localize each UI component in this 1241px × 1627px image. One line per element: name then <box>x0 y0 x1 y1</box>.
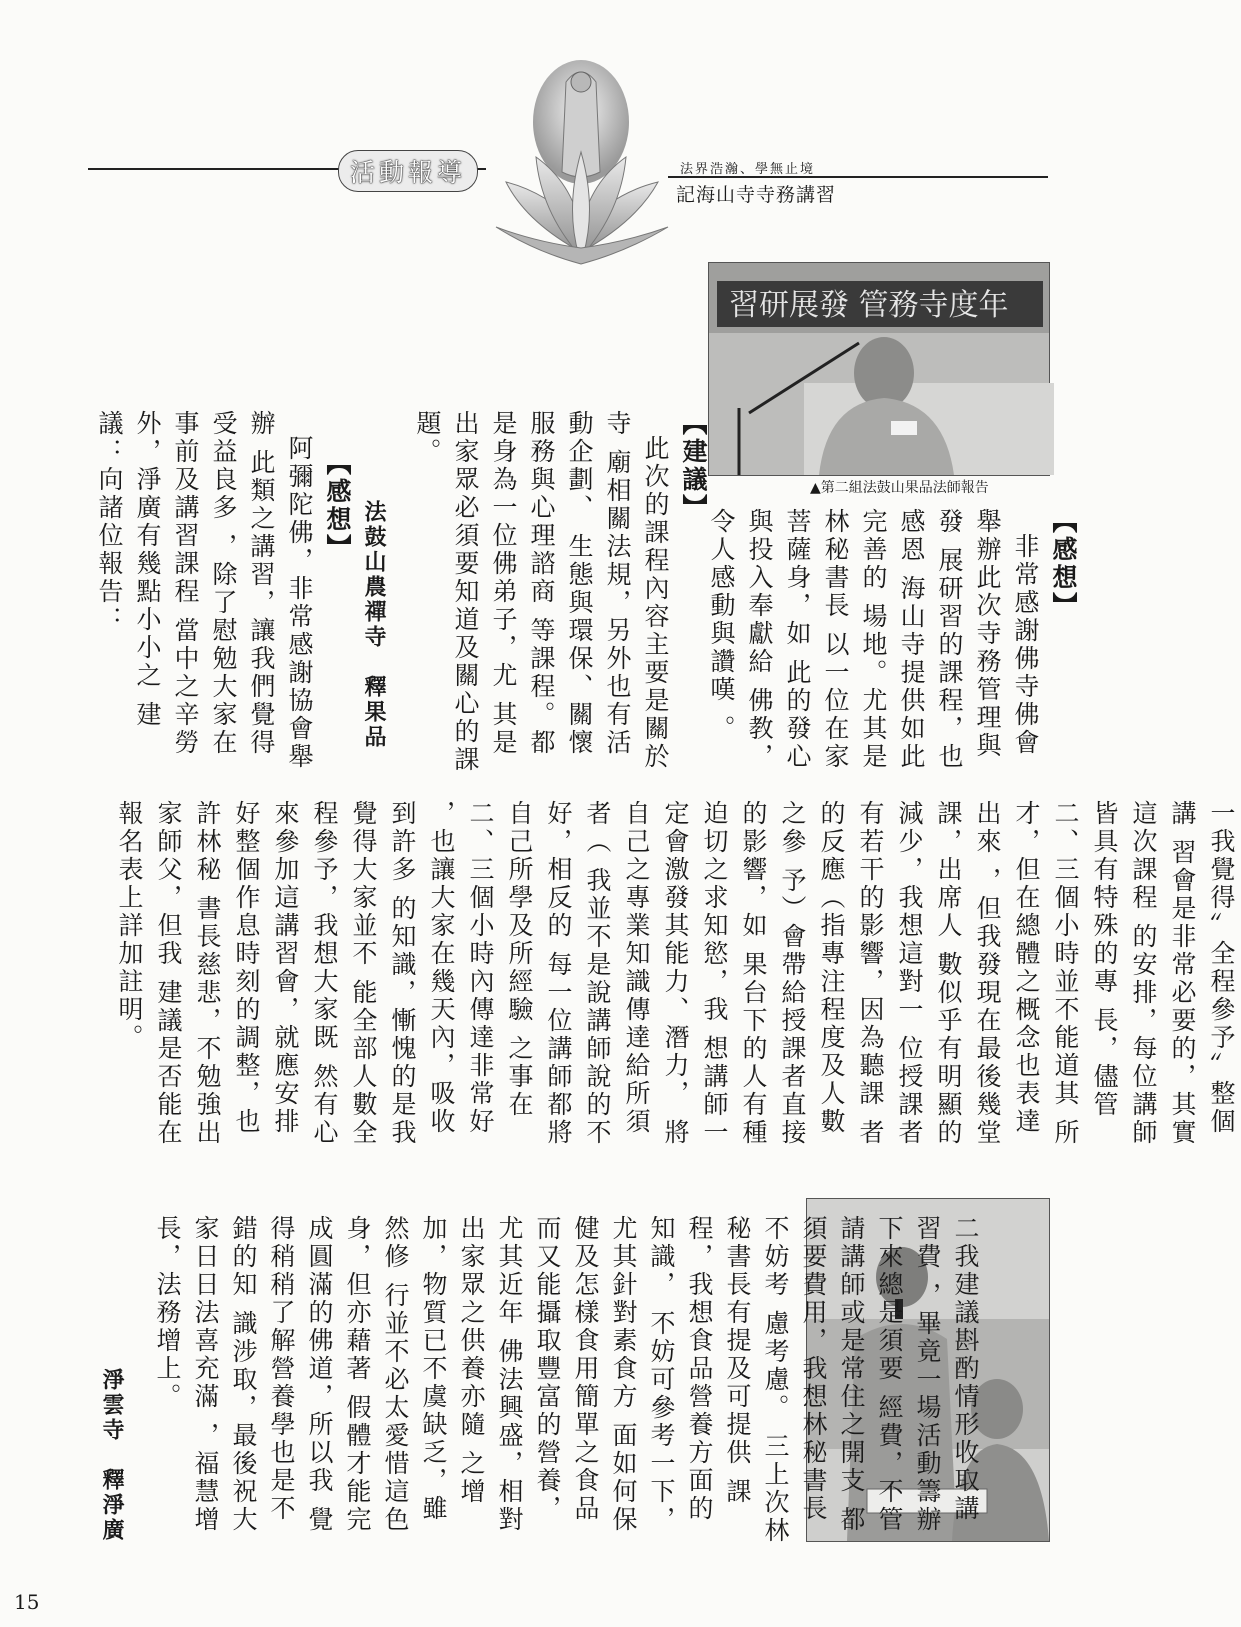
paragraph-line: 當中之辛勞外，淨廣有幾點小小之 <box>133 410 200 757</box>
paragraph-line: 面如何保健及怎樣食用簡單之食品 <box>571 1215 638 1534</box>
signature-guopin: 法鼓山農禪寺 釋果品 <box>361 500 386 750</box>
paragraph-line: 此類之講習，讓我們覺得受益良多 <box>209 410 276 757</box>
paragraph-line: 等課程。都是身為一位佛弟子，尤 <box>489 410 556 757</box>
paragraph-line: 佛教，令人感動與讚嘆 <box>707 508 774 771</box>
paragraph-line: 覺得稍稍了解營養學也是不錯的知 <box>229 1215 334 1534</box>
section-suggestion <box>408 410 712 780</box>
paragraph-line: 此次的課程內容主要是關於寺 <box>603 410 670 771</box>
section-feedback-1 <box>702 508 1082 780</box>
paragraph-line: 假體才能完成圓滿的佛道，所以我 <box>305 1215 372 1534</box>
paragraph-line: 者的反應（指專注程度及人數之參 <box>778 800 885 1147</box>
paragraph-line: ，除了慰勉大家在事前及講習課程 <box>171 410 238 757</box>
paragraph-line: 之增加，物質已不虞缺乏，雖然修 <box>381 1215 486 1523</box>
paragraph-line: 建議是否能在報名表上詳加註明。 <box>115 800 183 1147</box>
paragraph-line: 書長慈悲，不勉強出家師父，但我 <box>154 800 222 1147</box>
paragraph-line: 長，儘管二、三個小時並不能道其 <box>1051 800 1119 1119</box>
paragraph-line: 識涉取，最後祝大家日日法喜充滿 <box>191 1215 258 1534</box>
paragraph-line: 此的發心與投入奉獻給 <box>745 508 812 771</box>
paragraph-line: 一我覺得〞全程參予〞整個講 <box>1168 800 1236 1136</box>
paragraph-line: 場地。尤其是林秘書長 <box>821 508 888 771</box>
lotus-buddha-icon <box>486 52 676 267</box>
photo-banner-text: 習研展發 管務寺度年 <box>729 288 1009 323</box>
paragraph-line: 好整個作息時刻的調整，也許林秘 <box>193 800 261 1136</box>
paragraph-line: 生態與環保、關懷服務與心理諮商 <box>527 410 594 757</box>
paragraph-line: 位授課者有若干的影響，因為聽課 <box>856 800 924 1147</box>
paragraph-line: 佛法興盛，相對出家眾之供養亦隨 <box>457 1215 524 1534</box>
paragraph-line: 課程，我想食品營養方面的知識， <box>647 1215 752 1523</box>
paragraph-line: 我並不是說講師說的不好，相反的 <box>544 800 612 1147</box>
paragraph-line: 。 <box>707 714 736 743</box>
section-heading: 【感想】 <box>323 450 352 562</box>
section-points-two-three <box>148 1215 984 1545</box>
paragraph-line: 廟相關法規，另外也有活動企劃、 <box>565 410 632 757</box>
photo-speaker-image <box>709 263 1049 475</box>
paragraph-line: 題。 <box>413 410 442 466</box>
paragraph-line: ，福慧增長，法務增上。 <box>153 1215 220 1534</box>
paragraph-line: 以一位在家菩薩身，如 <box>783 508 850 771</box>
paragraph-line: 其是出家眾必須要知道及關心的課 <box>451 410 518 774</box>
paragraph-line: 阿彌陀佛，非常感謝協會舉辦 <box>247 410 314 771</box>
photo-caption: ▲第二組法鼓山果品法師報告 <box>810 480 989 496</box>
paragraph-line: 非常感謝佛寺佛會 <box>1011 533 1040 757</box>
paragraph-line: 都須要費用，我想林秘書長不妨考 <box>761 1215 866 1534</box>
paragraph-line: ，也讓大家在幾天內，吸收到許多 <box>388 800 456 1136</box>
paragraph-line: 之事在二、三個小時內傳達非常好 <box>466 800 534 1136</box>
paragraph-line: 展研習的課程，也感恩 <box>897 508 964 771</box>
paragraph-line: 經費，不管請講師或是常住之開支 <box>837 1215 904 1534</box>
paragraph-line: 的知識，慚愧的是我覺得大家並不 <box>349 800 417 1147</box>
paragraph-line: 不妨可參考一下，尤其針對素食方 <box>609 1215 676 1534</box>
paragraph-line: 習會是非常必要的，其實這次課程 <box>1129 800 1197 1147</box>
paragraph-line: 行並不必太愛惜這色身，但亦藉著 <box>343 1215 410 1534</box>
photo-speaker <box>708 262 1050 476</box>
section-heading: 【感想】 <box>1049 508 1078 620</box>
article-title: 記海山寺寺務講習 <box>676 184 837 206</box>
subtitle: 法界浩瀚、學無止境 <box>680 162 816 177</box>
paragraph-line: 數似乎有明顯的減少，我想這對一 <box>895 800 963 1147</box>
paragraph-line: 然有心來參加這講習會，就應安排 <box>271 800 339 1147</box>
section-heading: 【建議】 <box>679 410 708 522</box>
paragraph-line: 而又能攝取豐富的營養，尤其近年 <box>495 1215 562 1523</box>
section-banner: 活動報導 <box>338 150 478 192</box>
paragraph-line: 想講師一定會激發其能力、潛力， <box>661 800 729 1147</box>
paragraph-line: 每一位講師都將自己所學及所經驗 <box>505 800 573 1147</box>
paragraph-line: 將自己之專業知識傳達給所須者（ <box>583 800 690 1147</box>
paragraph-line: 所才，但在總體之概念也表達出來 <box>973 800 1080 1147</box>
paragraph-line: 舉辦此次寺務管理與發 <box>935 508 1002 760</box>
paragraph-line: 的安排，每位講師皆具有特殊的專 <box>1090 800 1158 1147</box>
paragraph-line: 建議：向諸位報告： <box>95 410 162 729</box>
paragraph-line: 海山寺提供如此完善的 <box>859 508 926 771</box>
paragraph-line: 果台下的人有種迫切之求知慾，我 <box>700 800 768 1147</box>
paragraph-line: ，但我發現在最後幾堂課，出席人 <box>934 800 1002 1147</box>
paragraph-line: 能全部人數全程參予，我想大家既 <box>310 800 378 1147</box>
paragraph-line: 慮考慮。 <box>761 1309 790 1422</box>
section-point-one <box>110 800 1241 1150</box>
signature-jingguang: 淨雲寺 釋淨廣 <box>99 1368 124 1543</box>
paragraph-line: 二我建議斟酌情形收取講習費 <box>913 1215 980 1523</box>
paragraph-line: ，畢竟一場活動籌辦下來總是須要 <box>875 1215 942 1534</box>
page-number: 15 <box>14 1590 40 1614</box>
paragraph-line: 予）會帶給授課者直接的影響，如 <box>739 800 807 1147</box>
paragraph-line: 三上次林秘書長有提及可提供 <box>723 1215 790 1545</box>
section-feedback-2 <box>90 410 356 780</box>
